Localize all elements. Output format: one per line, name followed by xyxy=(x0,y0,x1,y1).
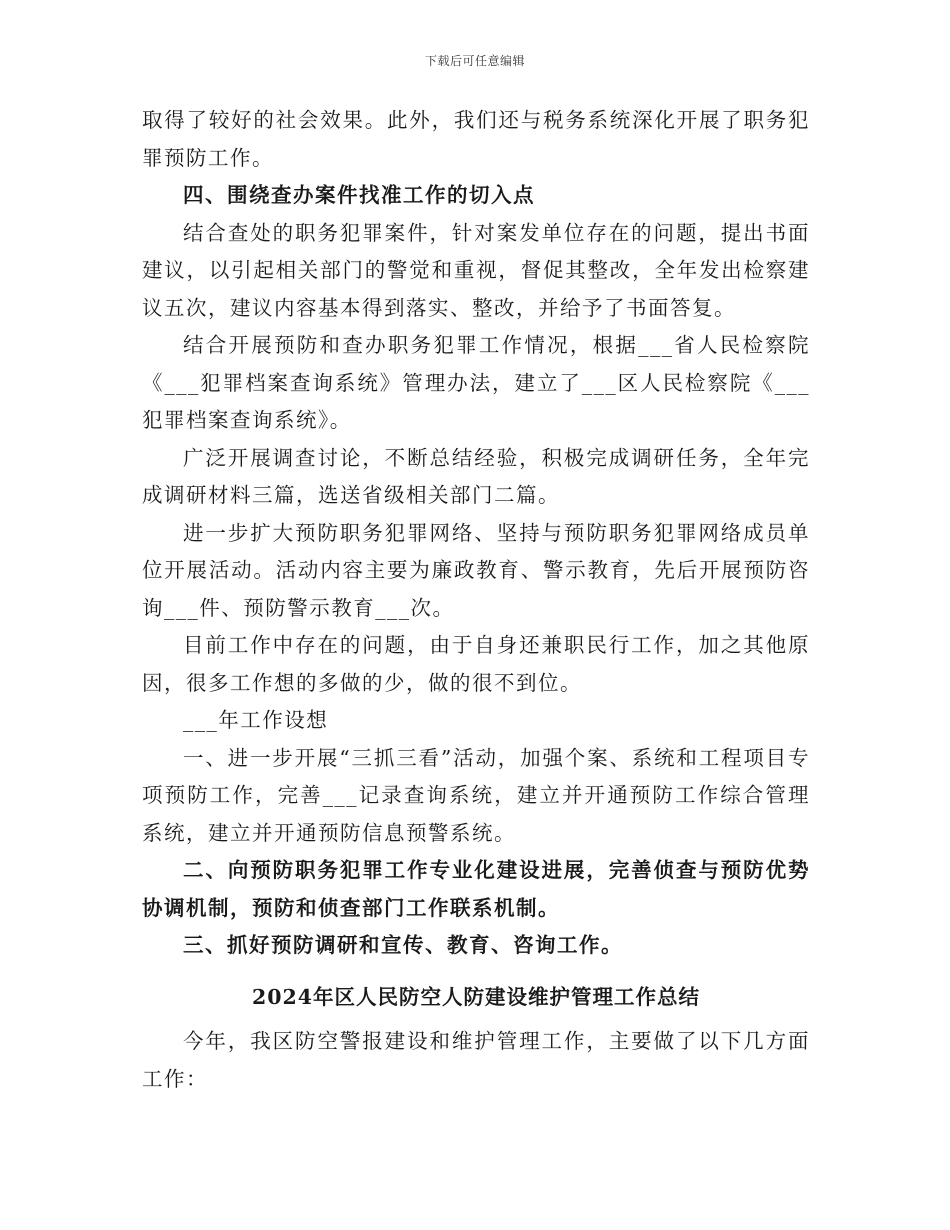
paragraph-plan-heading: ___年工作设想 xyxy=(183,708,329,732)
page-header-note: 下载后可任意编辑 xyxy=(424,54,525,68)
paragraph-archive-system: 结合开展预防和查办职务犯罪工作情况，根据___省人民检察院《___犯罪档案查询系统》管理办法，建立了___区人民检察院《___犯罪档案查询系统》。 xyxy=(142,333,810,432)
section-heading-four: 四、围绕查办案件找准工作的切入点 xyxy=(183,183,535,207)
paragraph-problems: 目前工作中存在的问题，由于自身还兼职民行工作，加之其他原因，很多工作想的多做的少，做的很不到位。 xyxy=(142,633,810,695)
paragraph-network-activities: 进一步扩大预防职务犯罪网络、坚持与预防职务犯罪网络成员单位开展活动。活动内容主要为廉政教育、警示教育，先后开展预防咨询___件、预防警示教育___次。 xyxy=(142,520,810,620)
paragraph-continuation: 取得了较好的社会效果。此外，我们还与税务系统深化开展了职务犯罪预防工作。 xyxy=(142,108,810,170)
paragraph-civil-defense-intro: 今年，我区防空警报建设和维护管理工作，主要做了以下几方面工作： xyxy=(142,1029,810,1091)
paragraph-plan-one: 一、进一步开展“三抓三看”活动，加强个案、系统和工程项目专项预防工作，完善___记录查询系统，建立并开通预防工作综合管理系统，建立并开通预防信息预警系统。 xyxy=(142,745,810,845)
paragraph-plan-three: 三、抓好预防调研和宣传、教育、咨询工作。 xyxy=(183,933,623,957)
paragraph-research: 广泛开展调查讨论，不断总结经验，积极完成调研任务，全年完成调研材料三篇，选送省级相关部门二篇。 xyxy=(142,445,810,507)
document-body xyxy=(142,102,810,1098)
paragraph-inspection-suggestions: 结合查处的职务犯罪案件，针对案发单位存在的问题，提出书面建议，以引起相关部门的警觉和重视，督促其整改，全年发出检察建议五次，建议内容基本得到落实、整改，并给予了书面答复。 xyxy=(142,220,810,320)
document-title-civil-defense: 2024年区人民防空人防建设维护管理工作总结 xyxy=(251,984,701,1009)
paragraph-plan-two: 二、向预防职务犯罪工作专业化建设进展，完善侦查与预防优势协调机制，预防和侦查部门工作联系机制。 xyxy=(142,858,810,920)
